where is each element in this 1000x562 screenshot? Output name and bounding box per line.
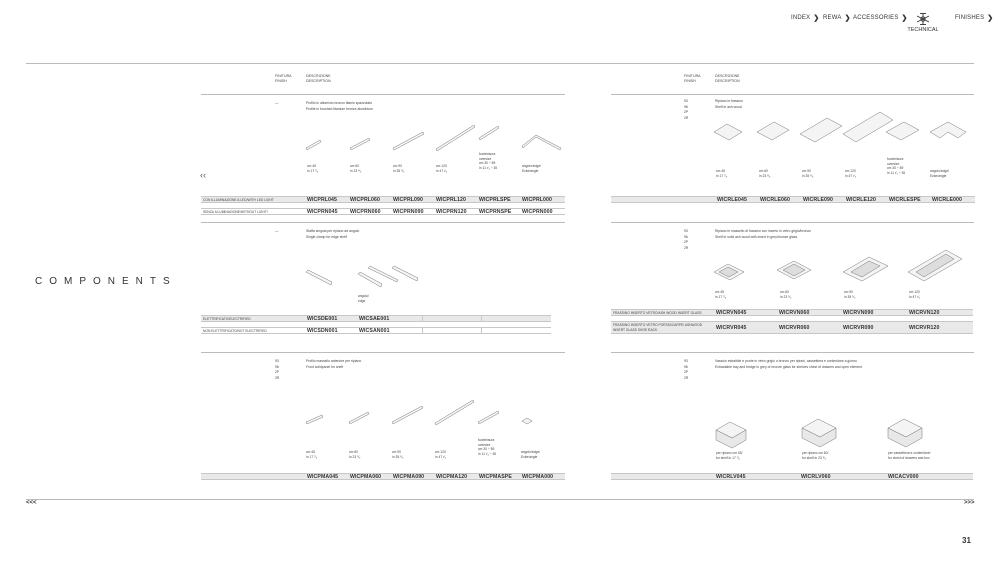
finish-codes: [275, 359, 279, 381]
description-header-it: DESCRIZIONE: [306, 74, 331, 78]
finish-header-it: FINITURA: [275, 74, 292, 78]
dim-tray-60: [802, 451, 828, 460]
dim-cm: cm 120: [845, 169, 856, 173]
dim-cm: cm 60: [780, 290, 789, 294]
section-divider: [201, 222, 565, 223]
product-code: WICRVN120: [909, 309, 940, 316]
description-header: [306, 74, 331, 84]
product-code: WICRLE045: [717, 196, 748, 203]
description-line-en: Extractable tray and bridge in grey or bronze glass for shelves chest of drawers and open element: [715, 364, 863, 369]
nav-index[interactable]: [791, 14, 819, 22]
section-divider: [611, 94, 974, 95]
dim-cm: cm 45: [307, 164, 316, 168]
product-code: WICPRN060: [350, 208, 381, 215]
finish-codes: [684, 229, 688, 251]
code-row-glass-insert: [611, 309, 973, 316]
dim-label-it: fuorimisura: [479, 152, 496, 156]
product-code: WICRLV060: [801, 473, 831, 480]
cell-separator: [422, 316, 423, 321]
panel-oversize-drawing: [478, 411, 499, 424]
description-line-en: Single clamp for edge shelf: [306, 234, 347, 239]
code-row-no-light: [201, 208, 565, 215]
top-divider: [26, 63, 974, 64]
dim-120: [435, 450, 446, 459]
dim-in: in 23 ⁵⁄₈: [759, 173, 771, 178]
dim-60: [759, 169, 770, 178]
dim-cm: cm 45: [715, 290, 724, 294]
finish-value: —: [275, 229, 279, 233]
dim-90: [844, 290, 855, 299]
description-header-en: DESCRIPTION: [715, 79, 740, 83]
tray-drawings: [714, 416, 969, 450]
chevron-right-icon: ❯: [813, 15, 820, 22]
product-code: WICSDN001: [307, 327, 338, 334]
dim-label-en: for shelf in 23 ⁵⁄₈: [802, 455, 826, 460]
code-row-front-panel: [201, 473, 565, 480]
dim-in: in 11 ³⁄₄ ÷ 35: [478, 451, 497, 456]
dim-label-it: per ripiano cm 45/: [716, 451, 743, 455]
product-code: WICPMA060: [350, 473, 382, 480]
finish-code: 2P: [684, 370, 689, 374]
dim-cm: cm 90: [844, 290, 853, 294]
dim-tray-box: [888, 451, 931, 460]
single-clamp-drawing: [306, 270, 332, 285]
dim-cm: cm 90: [392, 450, 401, 454]
finish-code: 96: [684, 104, 688, 109]
cell-separator: [422, 328, 423, 333]
dim-120: [909, 290, 920, 299]
dim-cm: cm 60: [759, 169, 768, 173]
profile-60-drawing: [350, 138, 370, 150]
shelf-60-drawing: [757, 122, 789, 140]
finish-code: 93: [684, 229, 688, 233]
product-code: WICSAN001: [359, 327, 390, 334]
row-label: ELETTRIFICATO/ELECTRIFIED: [203, 316, 251, 321]
edge-label: [358, 294, 369, 303]
description-header-en: DESCRIPTION: [306, 79, 331, 83]
panel-120-drawing: [435, 400, 474, 425]
product-code: WICPRLSPE: [479, 196, 511, 203]
ash-shelf-drawings: [714, 110, 969, 146]
finish-header-en: FINISH: [684, 79, 696, 83]
dim-in: in 23 ⁵⁄₈: [780, 294, 792, 299]
page-title: COMPONENTS: [35, 276, 177, 287]
row-label: SENZA ILLUMINAZIONE/WITHOUT LIGHT/: [203, 209, 268, 214]
code-row-not-electrified: [201, 327, 551, 334]
description-line-it: Profilo massello anteriore per ripiano: [306, 359, 362, 363]
finish-header: [684, 74, 701, 84]
nav-technical-label: TECHNICAL: [907, 27, 939, 33]
bottom-divider: [26, 499, 974, 500]
dim-oversize: [479, 152, 497, 170]
shelf-oversize-drawing: [886, 122, 919, 140]
description-line-it: Profilo in alluminio bronzo titanio spazzolato: [306, 101, 372, 105]
nav-accessories[interactable]: [853, 14, 908, 22]
tray-description: [715, 359, 862, 370]
finish-code: 93: [275, 359, 279, 363]
product-code: WICRVN090: [843, 309, 874, 316]
finish-code: 96: [684, 364, 688, 369]
section-divider: [201, 94, 565, 95]
dim-label-en: for shelf in 17 ⁷⁄₈: [716, 455, 740, 460]
collapse-icon[interactable]: ‹‹: [200, 170, 206, 180]
product-code: WICRLE120: [846, 196, 877, 203]
nav-index-label: INDEX: [791, 15, 811, 21]
clamp-drawings: [306, 262, 426, 294]
finish-code: 2R: [684, 375, 689, 380]
shelf-120-drawing: [843, 112, 893, 142]
code-row-electrified: [201, 315, 551, 322]
dim-label-en: Ecke/angle: [521, 454, 538, 459]
front-panel-drawings: [306, 398, 566, 428]
panel-45-drawing: [306, 415, 323, 424]
finish-value: —: [275, 101, 279, 105]
dim-in: in 11 ³⁄₄ ÷ 35: [479, 165, 498, 170]
profile-angle-drawing: [522, 135, 561, 150]
dim-in: in 11 ³⁄₄ ÷ 35: [887, 170, 906, 175]
dim-90: [802, 169, 813, 178]
finish-header-it: FINITURA: [684, 74, 701, 78]
description-line-en: Shelf in solid ash wood with insert in grey/bronze glass: [715, 234, 798, 239]
description-header-it: DESCRIZIONE: [715, 74, 740, 78]
product-code: WICRVR090: [843, 324, 874, 331]
technical-drawing-icon: [915, 12, 931, 26]
dim-45: [307, 164, 318, 173]
shelf-45-drawing: [714, 124, 742, 140]
code-row-tray: [611, 473, 973, 480]
code-row-ash-shelf: [611, 196, 975, 203]
dim-in: in 35 ⁵⁄₈: [393, 168, 405, 173]
finish-code: 96: [275, 364, 279, 369]
dim-in: in 35 ⁵⁄₈: [802, 173, 814, 178]
page-number: 31: [962, 536, 971, 545]
description-header: [715, 74, 740, 84]
dim-label: angolo/edge/: [522, 164, 542, 168]
description-line-it: Vassoio estraibile e ponte in vetro grigio o bronzo per ripiani, cassettiera e contenitore a giorno: [715, 359, 857, 363]
ash-shelf-description: [715, 99, 743, 110]
product-code: WICPRN090: [393, 208, 424, 215]
dim-cm: cm 120: [909, 290, 920, 294]
dim-label-en: oversize: [479, 156, 492, 161]
dim-angle: [522, 164, 541, 173]
finish-codes: [684, 99, 688, 121]
dim-label-en: oversize: [887, 161, 900, 166]
code-row-shoe-rack: [611, 321, 973, 334]
led-profile-drawings: [306, 120, 566, 160]
product-code: WICPMA045: [307, 473, 339, 480]
finish-code: 2R: [684, 115, 689, 120]
dim-label-it: per cassettiera e contenitore/: [888, 451, 931, 455]
panel-60-drawing: [349, 412, 369, 424]
product-code: WICPRN000: [522, 208, 553, 215]
dim-60: [350, 164, 361, 173]
next-page-button[interactable]: >>>: [964, 500, 975, 506]
shelf-angle-drawing: [930, 122, 966, 138]
dim-in: in 47 ³⁄₄: [435, 454, 447, 459]
product-code: WICRLE000: [932, 196, 963, 203]
section-divider: [201, 352, 565, 353]
dim-60: [780, 290, 791, 299]
chevron-right-icon: ❯: [844, 15, 851, 22]
edge-label-en: edge: [358, 298, 366, 303]
cell-separator: [481, 316, 482, 321]
dim-label-it: fuorimisura: [887, 157, 904, 161]
product-code: WICPRL060: [350, 196, 381, 203]
dim-in: in 47 ³⁄₄: [845, 173, 857, 178]
dim-oversize: [887, 157, 905, 175]
product-code: WICPMA120: [436, 473, 468, 480]
profile-oversize-drawing: [479, 126, 499, 140]
product-code: WICRLESPE: [889, 196, 921, 203]
product-code: WICSDE001: [307, 315, 338, 322]
dim-in: in 23 ⁵⁄₈: [349, 454, 361, 459]
dim-120: [436, 164, 447, 173]
dim-label-en: Ecke/angle: [522, 168, 539, 173]
product-code: WICPRN045: [307, 208, 338, 215]
edge-clamp-drawing-a: [358, 272, 382, 287]
led-profile-description: [306, 101, 373, 112]
dim-label: angolo/edge/: [930, 169, 950, 173]
dim-cm: cm 90: [802, 169, 811, 173]
nav-rewa-label: REWA: [823, 15, 842, 21]
product-code: WICPRL000: [522, 196, 553, 203]
product-code: WICRVR060: [779, 324, 810, 331]
dim-45: [715, 290, 726, 299]
dim-label-it: per ripiano cm 60/: [802, 451, 829, 455]
dim-90: [393, 164, 404, 173]
dim-oversize: [478, 438, 496, 456]
row-label: FRASSINO INSERTO VETRO/ASH WOOD INSERT GLASS: [613, 310, 702, 315]
product-code: WICPMA090: [393, 473, 425, 480]
front-panel-description: [306, 359, 361, 370]
dim-in: in 47 ³⁄₄: [436, 168, 448, 173]
dim-label-en: oversize: [478, 442, 491, 447]
dim-label-en: Ecke/angle: [930, 173, 947, 178]
description-line-en: Front solidpanel for shelf: [306, 364, 344, 369]
row-label: CON ILLUMINAZIONE A LED/WITH LED LIGHT: [203, 197, 274, 202]
product-code: WICRLV045: [716, 473, 746, 480]
finish-code: 96: [684, 234, 688, 239]
dim-label-it: fuorimisura: [478, 438, 495, 442]
dim-in: in 17 ⁷⁄₈: [307, 168, 319, 173]
dim-in: in 17 ⁷⁄₈: [716, 173, 728, 178]
dim-cm: cm 30 ÷ 89: [887, 166, 904, 171]
finish-code: 2R: [684, 245, 689, 250]
description-line-it: Staffa singola per ripiano ad angolo: [306, 229, 360, 233]
dim-45: [716, 169, 727, 178]
dim-in: in 23 ⁵⁄₈: [350, 168, 362, 173]
dim-90: [392, 450, 403, 459]
product-code: WICPRN120: [436, 208, 467, 215]
finish-header: [275, 74, 292, 84]
product-code: WICRLE090: [803, 196, 834, 203]
product-code: WICRVR045: [716, 324, 747, 331]
description-line-en: Shelf in ash wood: [715, 104, 742, 109]
dim-label-en: for chest of drawers and box: [888, 455, 930, 460]
section-divider: [611, 222, 974, 223]
dim-angle: [930, 169, 949, 178]
dim-angle: [521, 450, 540, 459]
dim-60: [349, 450, 360, 459]
finish-code: 2P: [684, 110, 689, 114]
shelf-90-drawing: [800, 118, 842, 142]
dim-label: angolo/edge/: [521, 450, 541, 454]
dim-in: in 35 ⁵⁄₈: [844, 294, 856, 299]
nav-finishes-label: FINISHES: [955, 15, 985, 21]
row-label: FRASSINO INSERTO VETRO PORTASCARPE/ ASHWOOD INSERT GLASS SHOE RACK: [613, 323, 703, 332]
description-line-it: Ripiano in frassino: [715, 99, 743, 103]
nav-rewa[interactable]: [823, 14, 851, 22]
cell-separator: [481, 328, 482, 333]
dim-cm: cm 30 ÷ 89: [479, 161, 496, 166]
product-code: WICACV000: [888, 473, 919, 480]
finish-code: 2R: [275, 375, 280, 380]
product-code: WICRVR120: [909, 324, 940, 331]
prev-page-button[interactable]: <<<: [26, 500, 37, 506]
finish-code: 93: [684, 359, 688, 363]
finish-code: 2P: [275, 370, 280, 374]
glass-shelf-description: [715, 229, 811, 240]
dim-cm: cm 45: [716, 169, 725, 173]
finish-code: 2P: [684, 240, 689, 244]
clamp-description: [306, 229, 359, 240]
dim-45: [306, 450, 317, 459]
product-code: WICPRL120: [436, 196, 467, 203]
nav-finishes[interactable]: [955, 14, 993, 22]
profile-120-drawing: [436, 125, 475, 151]
profile-90-drawing: [393, 132, 424, 150]
finish-codes: [684, 359, 688, 381]
product-code: WICRLE060: [760, 196, 791, 203]
product-code: WICPRL090: [393, 196, 424, 203]
panel-90-drawing: [392, 406, 423, 424]
dim-cm: cm 30 ÷ 89: [478, 447, 495, 452]
dim-cm: cm 60: [350, 164, 359, 168]
dim-in: in 47 ³⁄₄: [909, 294, 921, 299]
chevron-right-icon: ❯: [901, 15, 908, 22]
edge-label-it: angolo/: [358, 294, 369, 298]
dim-120: [845, 169, 856, 178]
dim-in: in 35 ⁵⁄₈: [392, 454, 404, 459]
description-line-it: Ripiano in massello di frassino con inserto in vetro grigio/bronzo: [715, 229, 811, 233]
finish-header-en: FINISH: [275, 79, 287, 83]
dim-tray-45: [716, 451, 742, 460]
profile-45-drawing: [306, 140, 321, 150]
description-line-en: Profile in brushed titanium bronze aluminium: [306, 106, 373, 111]
product-code: WICRVN060: [779, 309, 810, 316]
dim-in: in 17 ⁷⁄₈: [715, 294, 727, 299]
dim-cm: cm 120: [436, 164, 447, 168]
code-row-led: [201, 196, 565, 203]
product-code: WICPMASPE: [479, 473, 512, 480]
dim-cm: cm 120: [435, 450, 446, 454]
product-code: WICPRNSPE: [479, 208, 512, 215]
dim-in: in 17 ⁷⁄₈: [306, 454, 318, 459]
product-code: WICPRL045: [307, 196, 338, 203]
product-code: WICSAE001: [359, 315, 390, 322]
row-label: NON ELETTRIFICATO/NOT ELECTRIFIED: [203, 328, 267, 333]
glass-shelf-drawings: [714, 248, 969, 286]
section-divider: [611, 352, 974, 353]
nav-technical[interactable]: [906, 12, 940, 33]
finish-code: 93: [684, 99, 688, 103]
dim-cm: cm 60: [349, 450, 358, 454]
panel-angle-drawing: [522, 418, 532, 424]
chevron-right-icon: ❯: [987, 15, 994, 22]
nav-accessories-label: ACCESSORIES: [853, 15, 899, 21]
product-code: WICRVN045: [716, 309, 747, 316]
product-code: WICPMA000: [522, 473, 554, 480]
dim-cm: cm 90: [393, 164, 402, 168]
top-navigation: [0, 12, 1000, 42]
dim-cm: cm 45: [306, 450, 315, 454]
